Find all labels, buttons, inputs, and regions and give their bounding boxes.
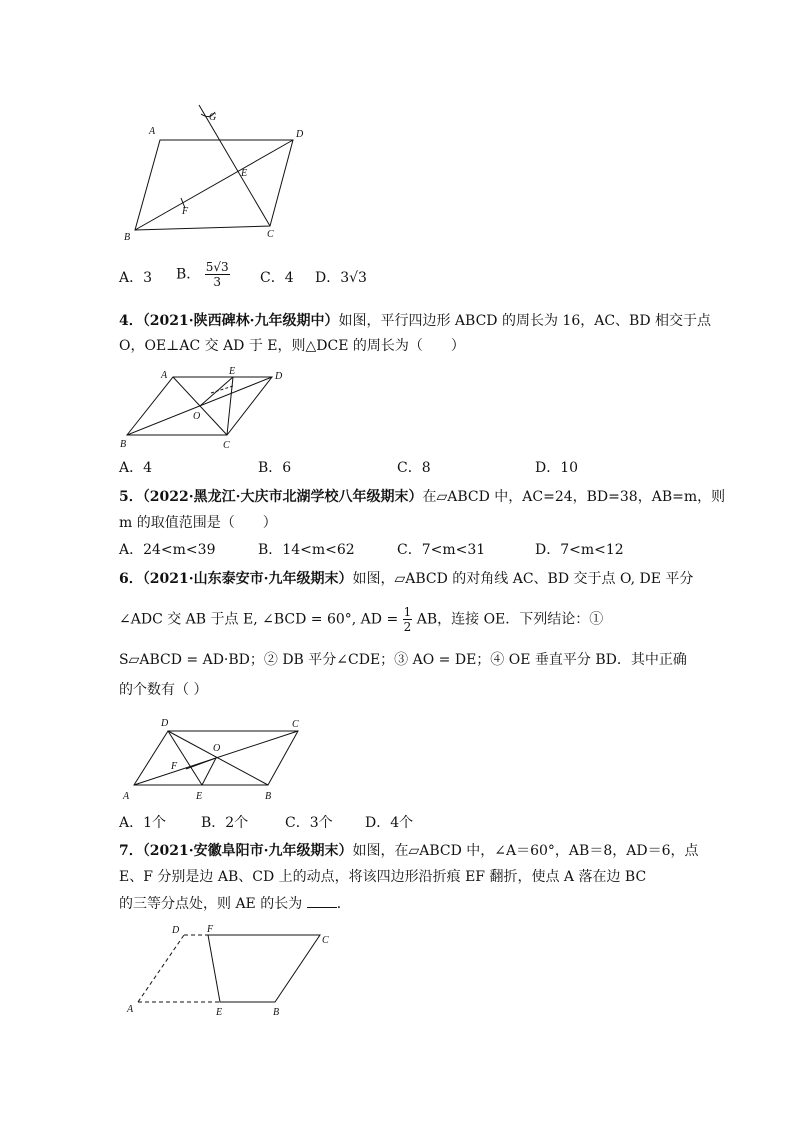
q4-text-line2: O，OE⊥AC 交 AD 于 E，则△DCE 的周长为（ ） bbox=[119, 338, 465, 354]
q3-option-a: A．3 bbox=[119, 270, 153, 286]
q6-option-a: A．1个 bbox=[119, 815, 167, 831]
q3-label-e: E bbox=[241, 168, 248, 179]
q6-label-b: B bbox=[265, 791, 272, 802]
q4-source: （2021·陕西碑林·九年级期中） bbox=[142, 313, 339, 329]
q6-label-e: E bbox=[196, 791, 203, 802]
q6-figure bbox=[118, 713, 323, 805]
q6-number: 6． bbox=[119, 571, 143, 587]
q5-option-d: D．7<m<12 bbox=[535, 542, 624, 558]
q6-text-line1: 如图，▱ABCD 的对角线 AC、BD 交于点 O, DE 平分 bbox=[352, 571, 694, 587]
q7-source: （2021·安徽阜阳市·九年级期末） bbox=[142, 843, 353, 859]
q4-label-e: E bbox=[229, 366, 236, 377]
q6-fraction-denominator: 2 bbox=[403, 620, 412, 634]
q7-label-a: A bbox=[127, 1004, 134, 1015]
q4-label-o: O bbox=[193, 411, 201, 422]
q6-option-d: D．4个 bbox=[365, 815, 414, 831]
q3-option-c: C．4 bbox=[260, 270, 294, 286]
q5-text-line2: m 的取值范围是（ ） bbox=[119, 515, 277, 531]
q7-text-line3: 的三等分点处，则 AE 的长为 bbox=[119, 896, 303, 912]
q7-text-line1: 如图，在▱ABCD 中，∠A＝60°，AB＝8，AD＝6，点 bbox=[352, 843, 699, 859]
q5-option-b: B．14<m<62 bbox=[258, 542, 355, 558]
q5-number: 5． bbox=[119, 489, 143, 505]
q6-label-c: C bbox=[292, 719, 299, 730]
q4-number: 4． bbox=[119, 313, 143, 329]
q7-label-b: B bbox=[273, 1007, 280, 1018]
q6-diagonal-bd bbox=[168, 731, 268, 785]
q4-option-c: C．8 bbox=[397, 460, 431, 476]
q7-label-c: C bbox=[322, 935, 329, 946]
q6-text-line4: 的个数有（ ） bbox=[119, 682, 208, 698]
q4-option-d: D．10 bbox=[535, 460, 579, 476]
q3-label-d: D bbox=[296, 129, 304, 140]
q4-label-d: D bbox=[275, 371, 283, 382]
q6-label-f: F bbox=[171, 761, 178, 772]
q7-dashed-ad bbox=[138, 935, 184, 1002]
q4-label-b: B bbox=[120, 439, 127, 450]
q4-text-line1: 如图，平行四边形 ABCD 的周长为 16，AC、BD 相交于点 bbox=[338, 313, 712, 329]
q6-text-line3: S▱ABCD = AD·BD；② DB 平分∠CDE；③ AO = DE；④ OE 垂直平分 BD．其中正确 bbox=[119, 652, 687, 668]
q4-diagonal-bd bbox=[127, 377, 272, 435]
q6-option-b: B．2个 bbox=[201, 815, 249, 831]
q6-label-d: D bbox=[161, 718, 169, 729]
q3-label-f: F bbox=[182, 206, 189, 217]
q6-source: （2021·山东泰安市·九年级期末） bbox=[142, 571, 353, 587]
q4-option-a: A．4 bbox=[119, 460, 153, 476]
q3-label-g: G bbox=[209, 112, 217, 123]
q6-label-a: A bbox=[123, 791, 130, 802]
q4-segment-ce bbox=[227, 377, 233, 435]
q4-option-b: B．6 bbox=[258, 460, 292, 476]
q7-text-line2: E、F 分别是边 AB、CD 上的动点，将该四边形沿折痕 EF 翻折，使点 A 落在边 BC bbox=[119, 869, 647, 885]
q3-diagonal-bd bbox=[135, 140, 293, 230]
q5-option-a: A．24<m<39 bbox=[119, 542, 216, 558]
q7-number: 7． bbox=[119, 843, 143, 859]
q3-option-b-numerator: 5√3 bbox=[205, 260, 229, 274]
q4-label-c: C bbox=[223, 440, 230, 451]
q6-fraction-numerator: 1 bbox=[403, 605, 412, 619]
q7-label-e: E bbox=[216, 1007, 223, 1018]
q5-option-c: C．7<m<31 bbox=[397, 542, 486, 558]
q6-segment-de bbox=[168, 731, 202, 785]
q4-figure bbox=[115, 365, 295, 455]
q5-text-line1: 在▱ABCD 中，AC=24，BD=38，AB=m，则 bbox=[422, 489, 726, 505]
q7-label-f: F bbox=[207, 924, 214, 935]
q3-option-b-fraction bbox=[205, 260, 230, 289]
q6-label-o: O bbox=[213, 743, 221, 754]
q3-option-b-prefix: B． bbox=[176, 266, 201, 283]
q3-figure bbox=[115, 100, 315, 245]
q3-ray-cg bbox=[199, 105, 270, 226]
q7-text-line3-end: ． bbox=[336, 896, 351, 912]
q3-option-b-denominator: 3 bbox=[213, 275, 222, 289]
q6-fraction bbox=[403, 605, 413, 634]
q4-label-a: A bbox=[161, 370, 168, 381]
q6-text-line2a: ∠ADC 交 AB 于点 E, ∠BCD = 60°, AD = bbox=[119, 611, 399, 628]
q7-label-d: D bbox=[172, 925, 180, 936]
q6-text-line2b: AB，连接 OE．下列结论：① bbox=[416, 611, 604, 628]
q3-label-c: C bbox=[267, 229, 274, 240]
q7-answer-blank bbox=[307, 907, 337, 908]
q7-quadrilateral-fcbe bbox=[208, 935, 320, 1002]
q3-label-a: A bbox=[149, 126, 156, 137]
q6-option-c: C．3个 bbox=[285, 815, 333, 831]
q3-label-b: B bbox=[124, 232, 131, 243]
q3-option-d: D．3√3 bbox=[315, 270, 367, 286]
q5-source: （2022·黑龙江·大庆市北湖学校八年级期末） bbox=[142, 489, 423, 505]
q7-figure bbox=[120, 920, 345, 1022]
